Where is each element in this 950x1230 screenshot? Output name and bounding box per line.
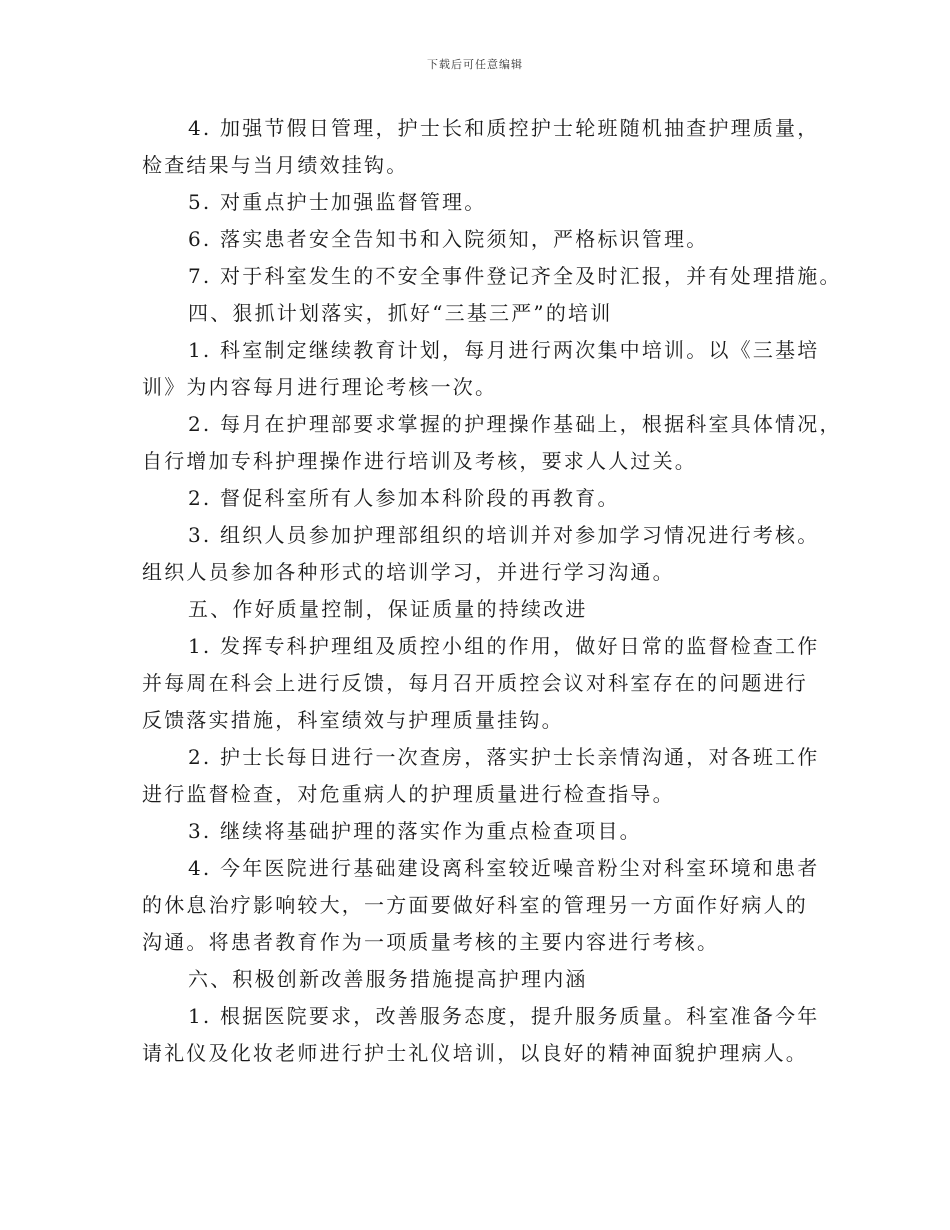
text-line: 的休息治疗影响较大，一方面要做好科室的管理另一方面作好病人的	[142, 893, 808, 917]
text-line: 1. 发挥专科护理组及质控小组的作用，做好日常的监督检查工作	[188, 634, 820, 658]
text-line: 自行增加专科护理操作进行培训及考核，要求人人过关。	[142, 449, 697, 473]
text-line: 4. 加强节假日管理，护士长和质控护士轮班随机抽查护理质量，	[188, 116, 820, 140]
text-line: 3. 继续将基础护理的落实作为重点检查项目。	[188, 819, 642, 843]
text-line: 1. 科室制定继续教育计划，每月进行两次集中培训。以《三基培	[188, 338, 820, 362]
text-line: 四、狠抓计划落实，抓好“三基三严”的培训	[188, 301, 613, 325]
text-line: 2. 护士长每日进行一次查房，落实护士长亲情沟通，对各班工作	[188, 745, 820, 769]
text-line: 沟通。将患者教育作为一项质量考核的主要内容进行考核。	[142, 930, 720, 954]
text-line: 2. 督促科室所有人参加本科阶段的再教育。	[188, 486, 620, 510]
text-line: 5. 对重点护士加强监督管理。	[188, 190, 487, 214]
page-header: 下载后可任意编辑	[427, 58, 523, 71]
text-line: 五、作好质量控制，保证质量的持续改进	[188, 597, 588, 621]
text-line: 3. 组织人员参加护理部组织的培训并对参加学习情况进行考核。	[188, 523, 820, 547]
text-line: 请礼仪及化妆老师进行护士礼仪培训，以良好的精神面貌护理病人。	[142, 1041, 808, 1065]
text-line: 组织人员参加各种形式的培训学习，并进行学习沟通。	[142, 560, 675, 584]
text-line: 并每周在科会上进行反馈，每月召开质控会议对科室存在的问题进行	[142, 671, 808, 695]
text-line: 1. 根据医院要求，改善服务态度，提升服务质量。科室准备今年	[188, 1004, 820, 1028]
text-line: 六、积极创新改善服务措施提高护理内涵	[188, 967, 588, 991]
text-line: 进行监督检查，对危重病人的护理质量进行检查指导。	[142, 782, 675, 806]
text-line: 反馈落实措施，科室绩效与护理质量挂钩。	[142, 708, 564, 732]
text-line: 4. 今年医院进行基础建设离科室较近噪音粉尘对科室环境和患者	[188, 856, 820, 880]
text-line: 检查结果与当月绩效挂钩。	[142, 153, 409, 177]
text-line: 训》为内容每月进行理论考核一次。	[142, 375, 498, 399]
text-line: 2. 每月在护理部要求掌握的护理操作基础上，根据科室具体情况，	[188, 412, 842, 436]
document-body	[142, 110, 842, 1072]
text-line: 6. 落实患者安全告知书和入院须知，严格标识管理。	[188, 227, 709, 251]
text-line: 7. 对于科室发生的不安全事件登记齐全及时汇报，并有处理措施。	[188, 264, 842, 288]
